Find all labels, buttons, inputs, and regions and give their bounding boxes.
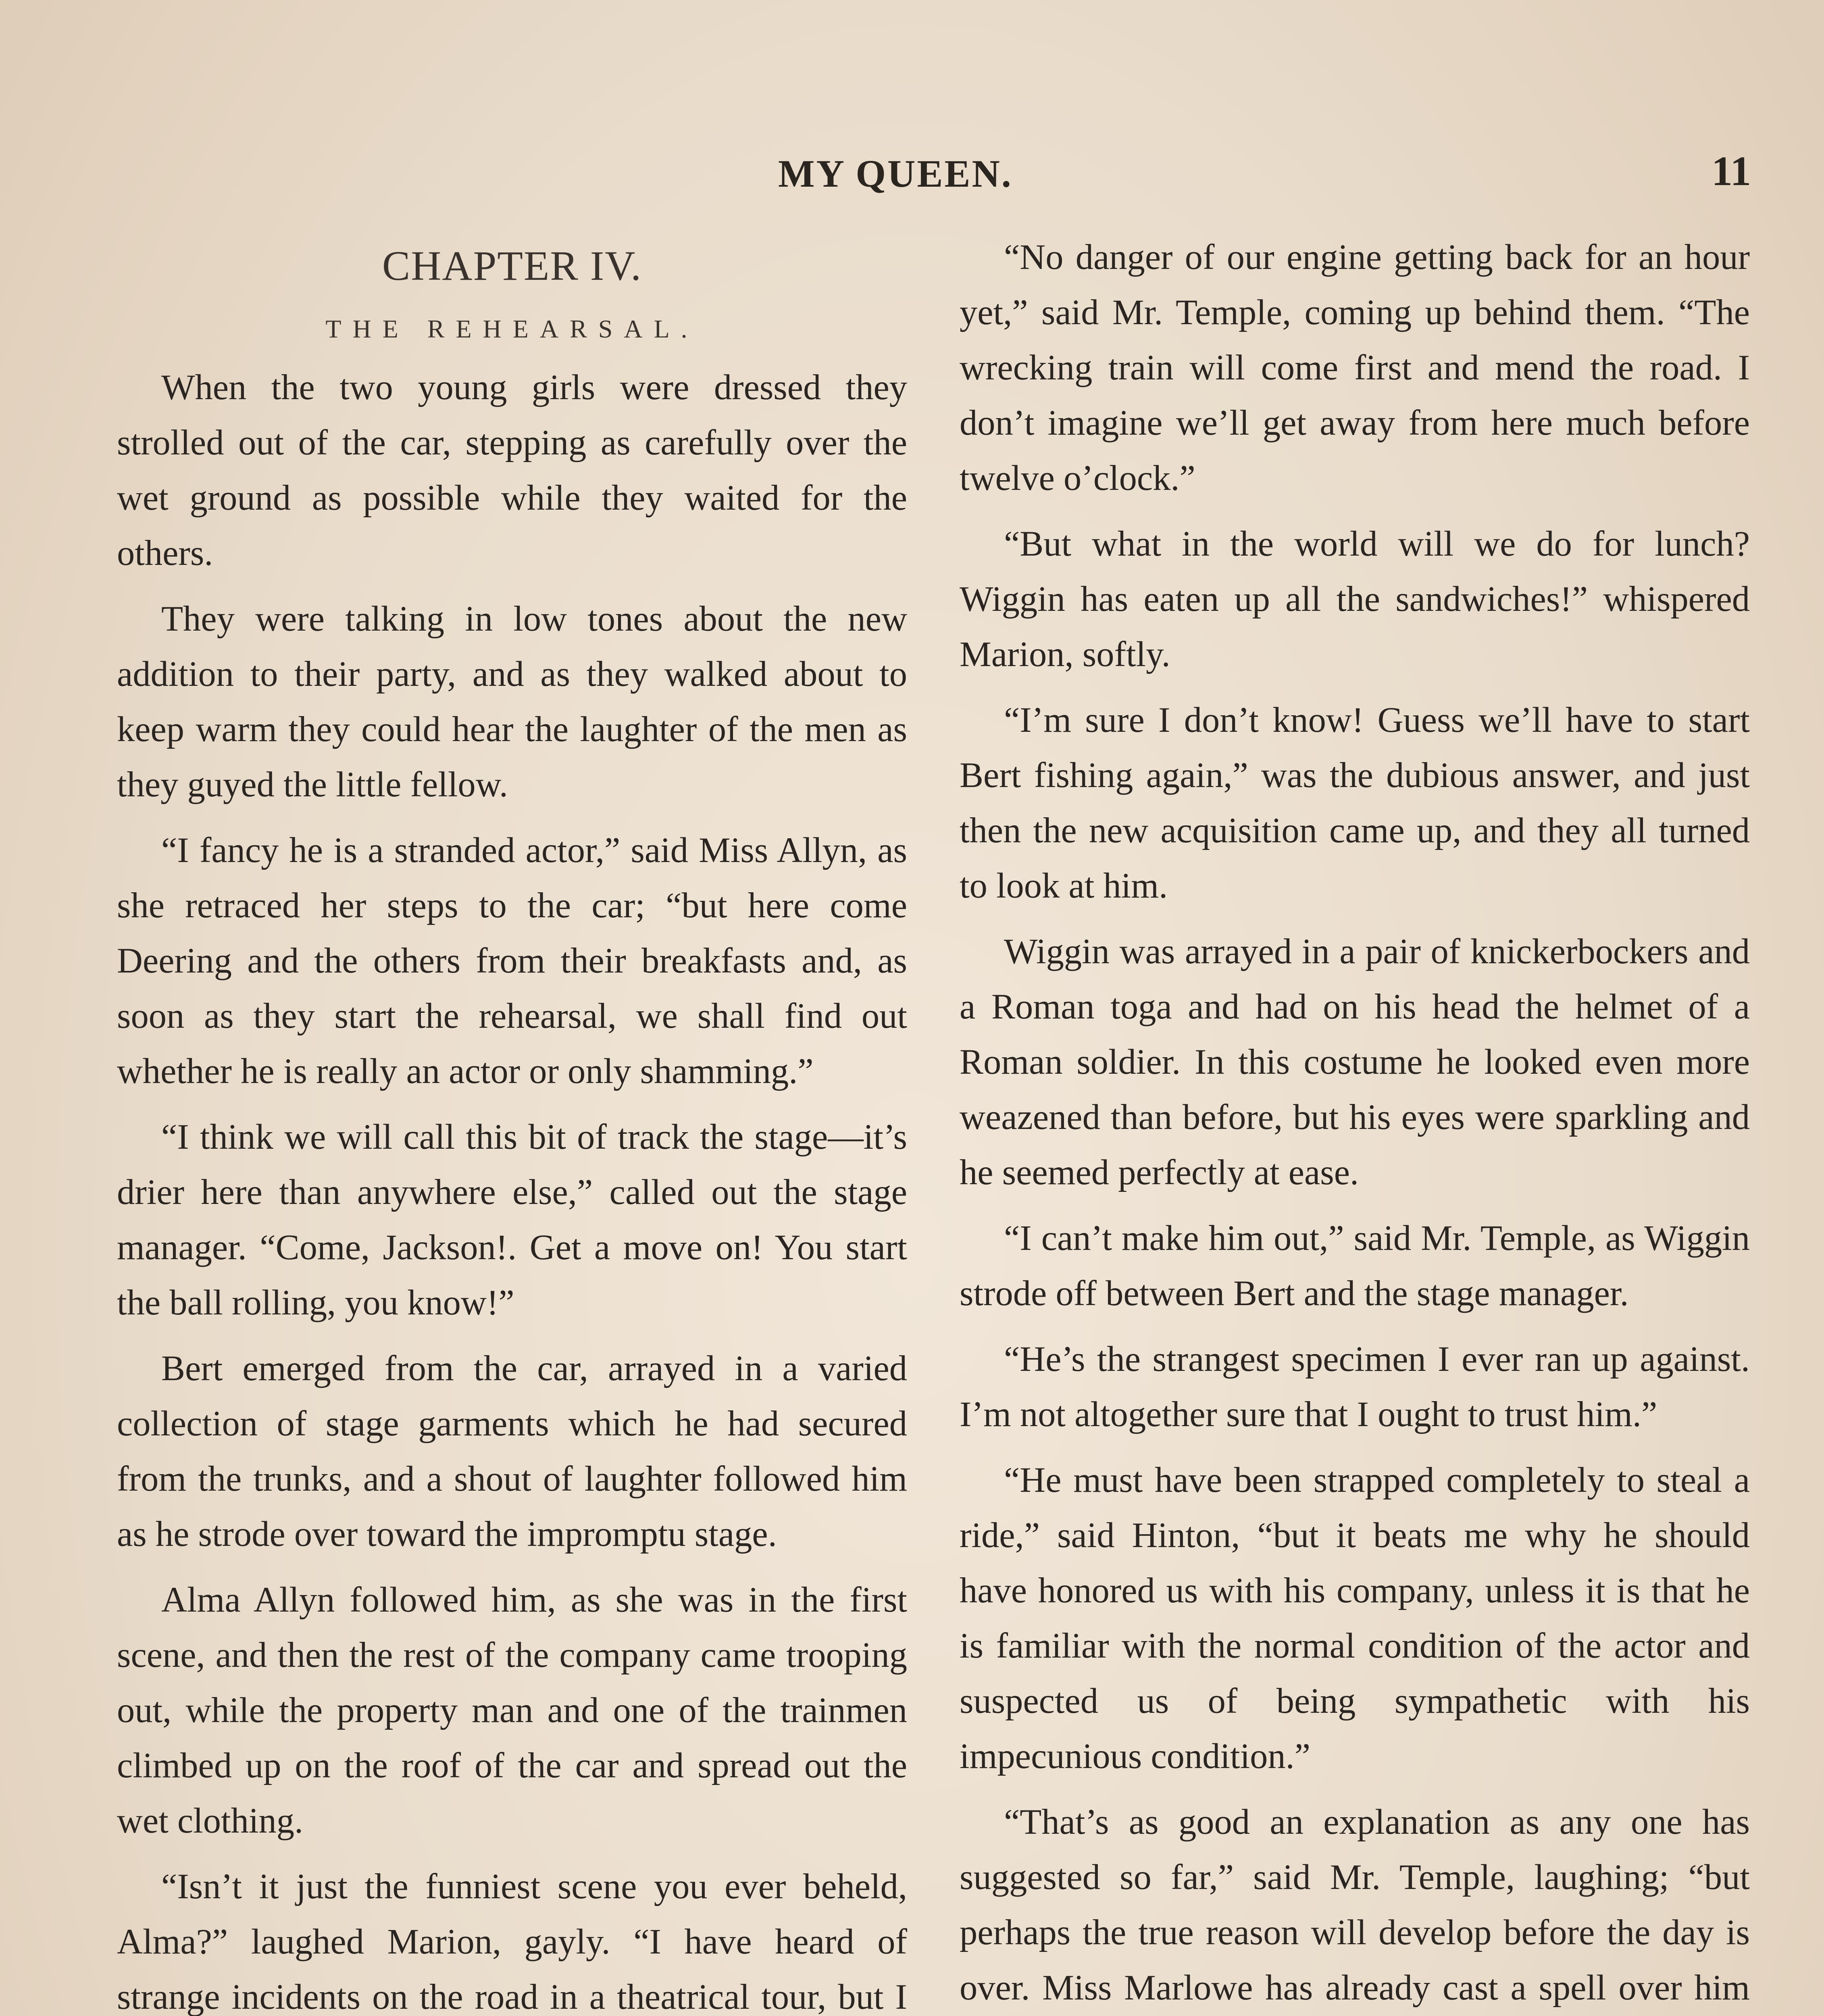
paragraph: “Isn’t it just the funniest scene you ever beheld, Alma?” laughed Marion, gayly. “I have heard of strange incidents on the road in a theatrical tour, but I xyxy=(117,1867,907,2016)
paragraph: “He must have been strapped completely to steal a ride,” said Hinton, “but it beats me why he should have honored us with his company, unless it is that he is familiar with the normal condition of the actor and suspected us of being sympathetic with his impecunious condition.” xyxy=(960,1460,1750,1776)
running-title: MY QUEEN. xyxy=(778,152,1013,195)
left-column xyxy=(117,234,907,2016)
paragraph: “But what in the world will we do for lunch? Wiggin has eaten up all the sandwiches!” whispered Marion, softly. xyxy=(960,524,1750,674)
page-number: 11 xyxy=(1712,148,1751,194)
paragraph: “I think we will call this bit of track the stage—it’s drier here than anywhere else,” called out the stage manager. “Come, Jackson!. Get a move on! You start the ball rolling, you know!” xyxy=(117,1117,907,1322)
paragraph: Bert emerged from the car, arrayed in a varied collection of stage garments which he had secured from the trunks, and a shout of laughter followed him as he strode over toward the impromptu stage. xyxy=(117,1349,907,1554)
paragraph: Wiggin was arrayed in a pair of knickerbockers and a Roman toga and had on his head the helmet of a Roman soldier. In this costume he looked even more weazened than before, but his eyes were sparkling and he seemed perfectly at ease. xyxy=(960,932,1750,1192)
right-column xyxy=(960,230,1750,2016)
paragraph: “I can’t make him out,” said Mr. Temple, as Wiggin strode off between Bert and the stage manager. xyxy=(960,1218,1750,1313)
paragraph: Alma Allyn followed him, as she was in the first scene, and then the rest of the company came trooping out, while the property man and one of the trainmen climbed up on the roof of the car and spread out the wet clothing. xyxy=(117,1580,907,1841)
paragraph: “I’m sure I don’t know! Guess we’ll have to start Bert fishing again,” was the dubious answer, and just then the new acquisition came up, and they all turned to look at him. xyxy=(960,700,1750,906)
paragraph: When the two young girls were dressed they strolled out of the car, stepping as carefully over the wet ground as possible while they waited for the others. xyxy=(117,368,907,573)
chapter-title: CHAPTER IV. xyxy=(382,243,642,289)
paragraph: “He’s the strangest specimen I ever ran up against. I’m not altogether sure that I ought to trust him.” xyxy=(960,1339,1750,1434)
paragraph: They were talking in low tones about the new addition to their party, and as they walked about to keep warm they could hear the laughter of the men as they guyed the little fellow. xyxy=(117,599,907,804)
paragraph: “No danger of our engine getting back for an hour yet,” said Mr. Temple, coming up behind them. “The wrecking train will come first and mend the road. I don’t imagine we’ll get away from here much before twelve o’clock.” xyxy=(960,237,1750,498)
paragraph: “I fancy he is a stranded actor,” said Miss Allyn, as she retraced her steps to the car; “but here come Deering and the others from their breakfasts and, as soon as they start the rehearsal, we shall find out whether he is really an actor or only shamming.” xyxy=(117,831,907,1091)
section-title: THE REHEARSAL. xyxy=(325,314,699,343)
paragraph: “That’s as good an explanation as any one has suggested so far,” said Mr. Temple, laughing; “but perhaps the true reason will develop before the day is over. Miss Marlowe has already cast a spell over him xyxy=(960,1802,1750,2008)
